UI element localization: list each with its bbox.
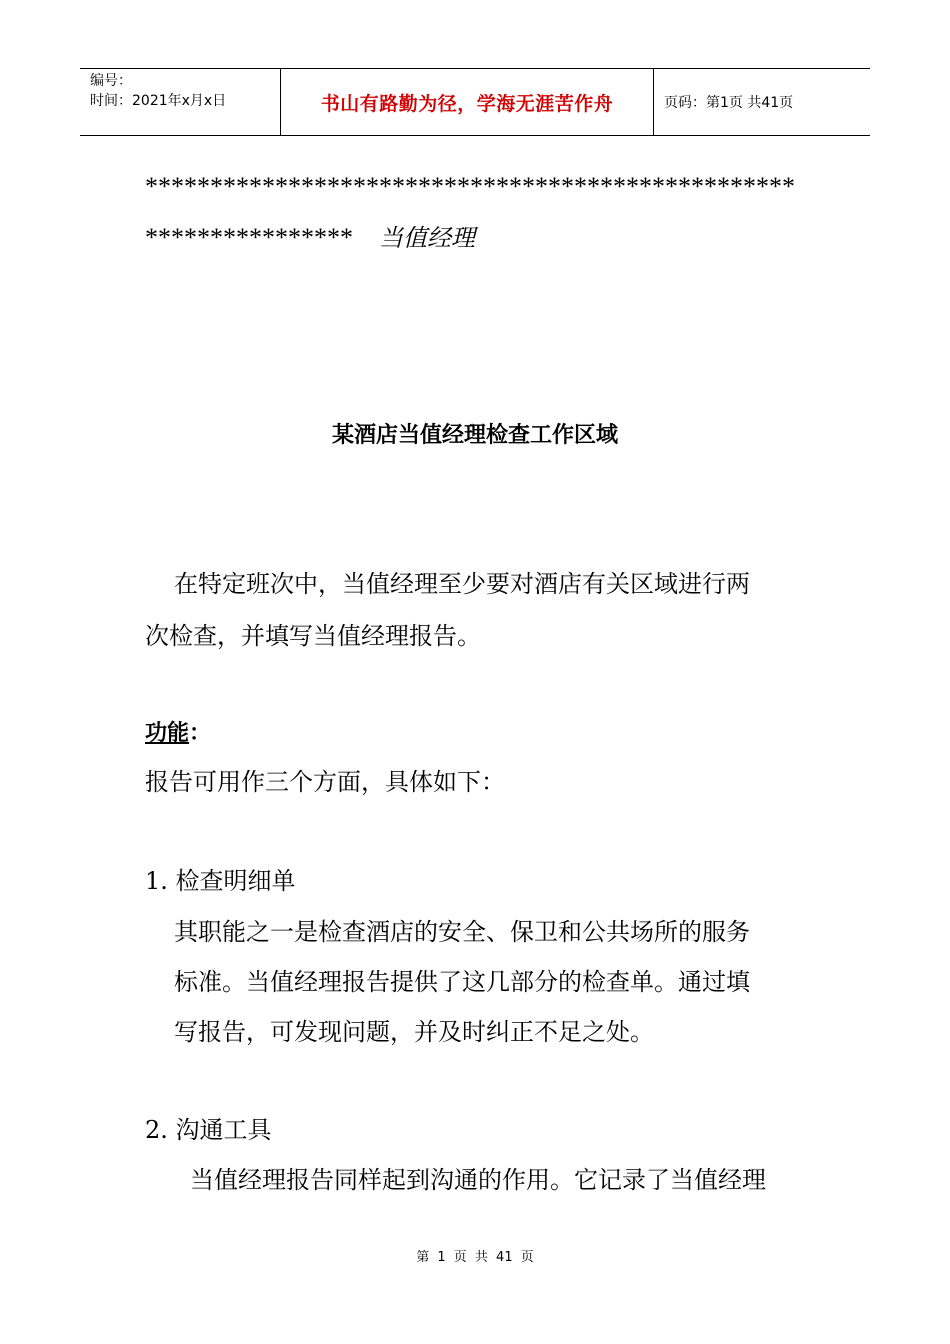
item1-line-3: 写报告，可发现问题，并及时纠正不足之处。 bbox=[174, 1018, 654, 1046]
intro-line-2: 次检查，并填写当值经理报告。 bbox=[145, 622, 481, 650]
function-heading-colon: ： bbox=[189, 721, 212, 746]
function-heading bbox=[145, 716, 211, 747]
function-heading-label: 功能 bbox=[145, 721, 190, 746]
time-label: 时间：2021年x月x日 bbox=[90, 93, 227, 109]
number-label: 编号： bbox=[90, 73, 132, 89]
header-motto: 书山有路勤为径，学海无涯苦作舟 bbox=[281, 69, 654, 135]
role-label: 当值经理 bbox=[379, 226, 475, 252]
header-meta bbox=[80, 69, 281, 135]
item1-line-2: 标准。当值经理报告提供了这几部分的检查单。通过填 bbox=[174, 968, 750, 996]
page-footer: 第 1 页 共 41 页 bbox=[416, 1250, 534, 1265]
stars-line-1: ************************************************** bbox=[145, 172, 795, 201]
stars-line-2-text: **************** bbox=[145, 223, 353, 252]
page-header bbox=[80, 68, 870, 136]
item2-line-1: 当值经理报告同样起到沟通的作用。它记录了当值经理 bbox=[190, 1166, 766, 1194]
item1-line-1: 其职能之一是检查酒店的安全、保卫和公共场所的服务 bbox=[174, 918, 750, 946]
document-title: 某酒店当值经理检查工作区域 bbox=[331, 423, 618, 448]
function-intro: 报告可用作三个方面，具体如下： bbox=[145, 768, 505, 796]
intro-line-1: 在特定班次中，当值经理至少要对酒店有关区域进行两 bbox=[174, 570, 750, 598]
item2-title: 2. 沟通工具 bbox=[145, 1116, 272, 1144]
item1-title: 1. 检查明细单 bbox=[145, 867, 296, 895]
header-page-info: 页码：第1页 共41页 bbox=[664, 95, 794, 111]
stars-line-2 bbox=[145, 218, 475, 253]
